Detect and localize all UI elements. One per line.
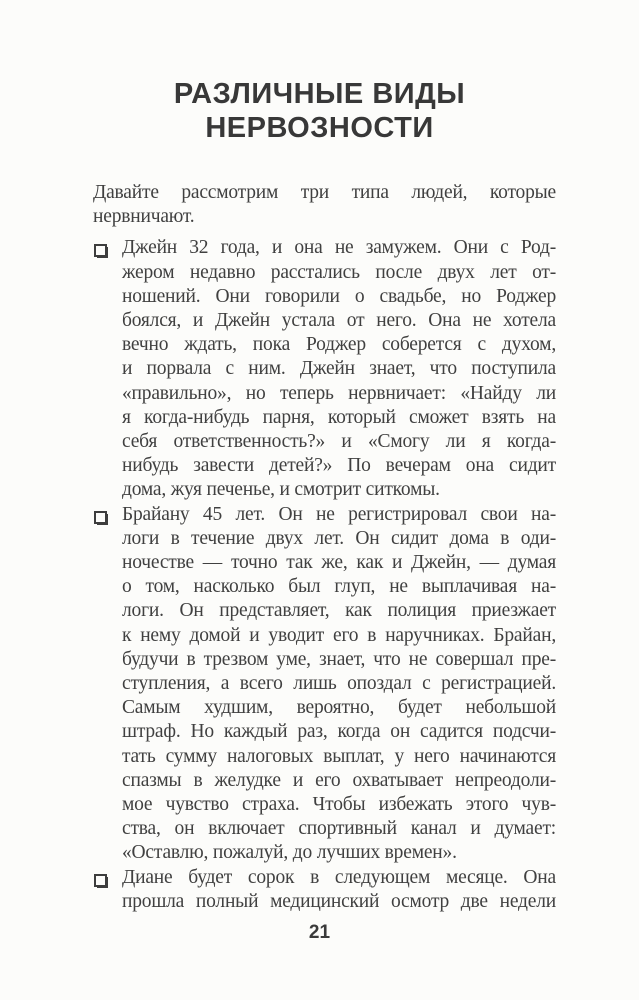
text-line: Давайте рассмотрим три типа людей, которые (93, 182, 556, 203)
page-number: 21 (308, 922, 331, 943)
list-item (93, 866, 556, 914)
text-line: «правильно», но теперь нервничает: «Найду ли (122, 382, 556, 404)
text-line: Диане будет сорок в следующем месяце. Она (122, 866, 556, 888)
square-bullet-icon (94, 244, 107, 257)
text-column (93, 181, 556, 914)
text-line: ступления, а всего лишь опоздал с регистрацией. (122, 673, 556, 695)
text-line: Самым худшим, вероятно, будет небольшой (122, 697, 556, 719)
text-line: мое чувство страха. Чтобы избежать этого чув- (122, 794, 556, 816)
bullet-text (122, 236, 556, 502)
text-line: я когда-нибудь парня, который сможет взять на (122, 406, 556, 428)
text-line: Джейн 32 года, и она не замужем. Они с Род- (122, 237, 556, 259)
text-line: логи в течение двух лет. Он сидит дома в оди- (122, 527, 556, 549)
text-line: ства, он включает спортивный канал и думает: (122, 818, 556, 840)
bullet-text (122, 503, 556, 866)
text-line: вечно ждать, пока Роджер соберется с духом, (122, 334, 556, 356)
text-line: ношений. Они говорили о свадьбе, но Роджер (122, 285, 556, 307)
bullet-text (122, 866, 556, 914)
text-line: тать сумму налоговых выплат, у него начинаются (122, 745, 556, 767)
text-line: о том, насколько был глуп, не выплачивая на- (122, 576, 556, 598)
bullet-list (93, 236, 556, 914)
text-line: нибудь завести детей?» По вечерам она сидит (122, 455, 556, 477)
text-line: «Оставлю, пожалуй, до лучших времен». (122, 842, 457, 864)
text-line: к нему домой и уводит его в наручниках. Брайан, (122, 624, 556, 646)
square-bullet-icon (94, 874, 107, 887)
text-line: ночестве — точно так же, как и Джейн, — думая (122, 552, 556, 574)
text-line: дома, жуя печенье, и смотрит ситкомы. (122, 479, 440, 501)
text-line: логи. Он представляет, как полиция приезжает (122, 600, 556, 622)
square-bullet-icon (94, 511, 107, 524)
intro-paragraph (93, 181, 556, 229)
list-item (93, 236, 556, 502)
text-line: будучи в трезвом уме, знает, что не совершал пре- (122, 648, 556, 670)
text-line: спазмы в желудке и его охватывает непреодоли- (122, 769, 556, 791)
text-line: нервничают. (93, 206, 195, 228)
chapter-title (40, 77, 599, 145)
text-line: боялся, и Джейн устала от него. Она не хотела (122, 310, 556, 332)
text-line: штраф. Но каждый раз, когда он садится подсчи- (122, 721, 556, 743)
text-line: и порвала с ним. Джейн знает, что поступила (122, 358, 556, 380)
text-line: Брайану 45 лет. Он не регистрировал свои на- (122, 503, 556, 525)
text-line: жером недавно расстались после двух лет от- (122, 261, 556, 283)
text-line: прошла полный медицинский осмотр две недели (122, 890, 556, 912)
chapter-title-line-2: НЕРВОЗНОСТИ (205, 112, 434, 144)
text-line: себя ответственность?» и «Смогу ли я когда- (122, 431, 556, 453)
chapter-title-line-1: РАЗЛИЧНЫЕ ВИДЫ (173, 78, 466, 110)
list-item (93, 503, 556, 866)
